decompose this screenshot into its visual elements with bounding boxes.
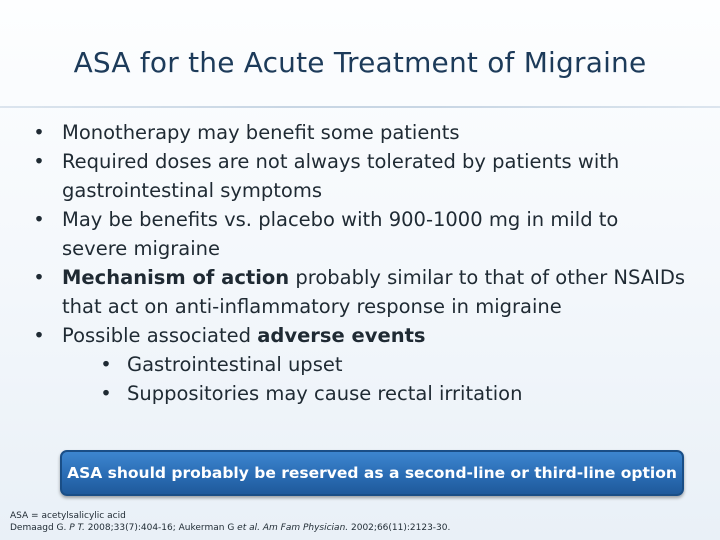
bullet-text: Required doses are not always tolerated by patients with bbox=[62, 150, 620, 173]
sub-bullet-text: Gastrointestinal upset bbox=[127, 353, 343, 376]
bullet-dot: • bbox=[33, 121, 45, 144]
bullet-dot: • bbox=[100, 382, 112, 405]
bullet-text-continued: gastrointestinal symptoms bbox=[62, 179, 323, 202]
ref-text: 2002;66(11):2123-30. bbox=[348, 523, 451, 533]
bullet-item bbox=[28, 147, 708, 205]
bullet-text-continued: severe migraine bbox=[62, 237, 221, 260]
sub-bullet-item bbox=[28, 379, 708, 408]
bullet-text: Monotherapy may benefit some patients bbox=[62, 121, 460, 144]
ref-text: Demaagd G. bbox=[10, 523, 70, 533]
callout-box bbox=[60, 450, 684, 496]
ref-journal: Am Fam Physician. bbox=[262, 523, 349, 533]
bullet-dot: • bbox=[33, 150, 45, 173]
bullet-text-rest: probably similar to that of other NSAIDs bbox=[289, 266, 686, 289]
bold-term: adverse events bbox=[257, 324, 426, 347]
callout-text: ASA should probably be reserved as a second-line or third-line option bbox=[67, 464, 677, 482]
bullet-dot: • bbox=[33, 266, 45, 289]
bullet-dot: • bbox=[33, 208, 45, 231]
ref-journal: P T. bbox=[69, 523, 85, 533]
slide-title: ASA for the Acute Treatment of Migraine bbox=[73, 46, 647, 79]
bold-term: Mechanism of action bbox=[62, 266, 290, 289]
footnote bbox=[10, 510, 450, 534]
bullet-text: May be benefits vs. placebo with 900-1000 mg in mild to bbox=[62, 208, 619, 231]
ref-text: 2008;33(7):404-16; Aukerman G bbox=[84, 523, 238, 533]
bullet-text-continued: that act on anti-inflammatory response in migraine bbox=[62, 295, 562, 318]
bullet-text bbox=[62, 263, 708, 292]
references bbox=[10, 522, 450, 534]
abbreviation-note: ASA = acetylsalicylic acid bbox=[10, 511, 126, 521]
title-divider bbox=[0, 106, 720, 108]
sub-bullet-text: Suppositories may cause rectal irritation bbox=[127, 382, 523, 405]
ref-etal: et al. bbox=[237, 523, 260, 533]
bullet-dot: • bbox=[33, 324, 45, 347]
bullet-item bbox=[28, 321, 708, 350]
bullet-item bbox=[28, 263, 708, 321]
bullet-item bbox=[28, 205, 708, 263]
sub-bullet-item bbox=[28, 350, 708, 379]
bullet-text-lead: Possible associated bbox=[62, 324, 258, 347]
bullet-dot: • bbox=[100, 353, 112, 376]
bullet-item bbox=[28, 118, 708, 147]
bullet-text bbox=[62, 321, 708, 350]
bullet-list bbox=[28, 118, 708, 408]
